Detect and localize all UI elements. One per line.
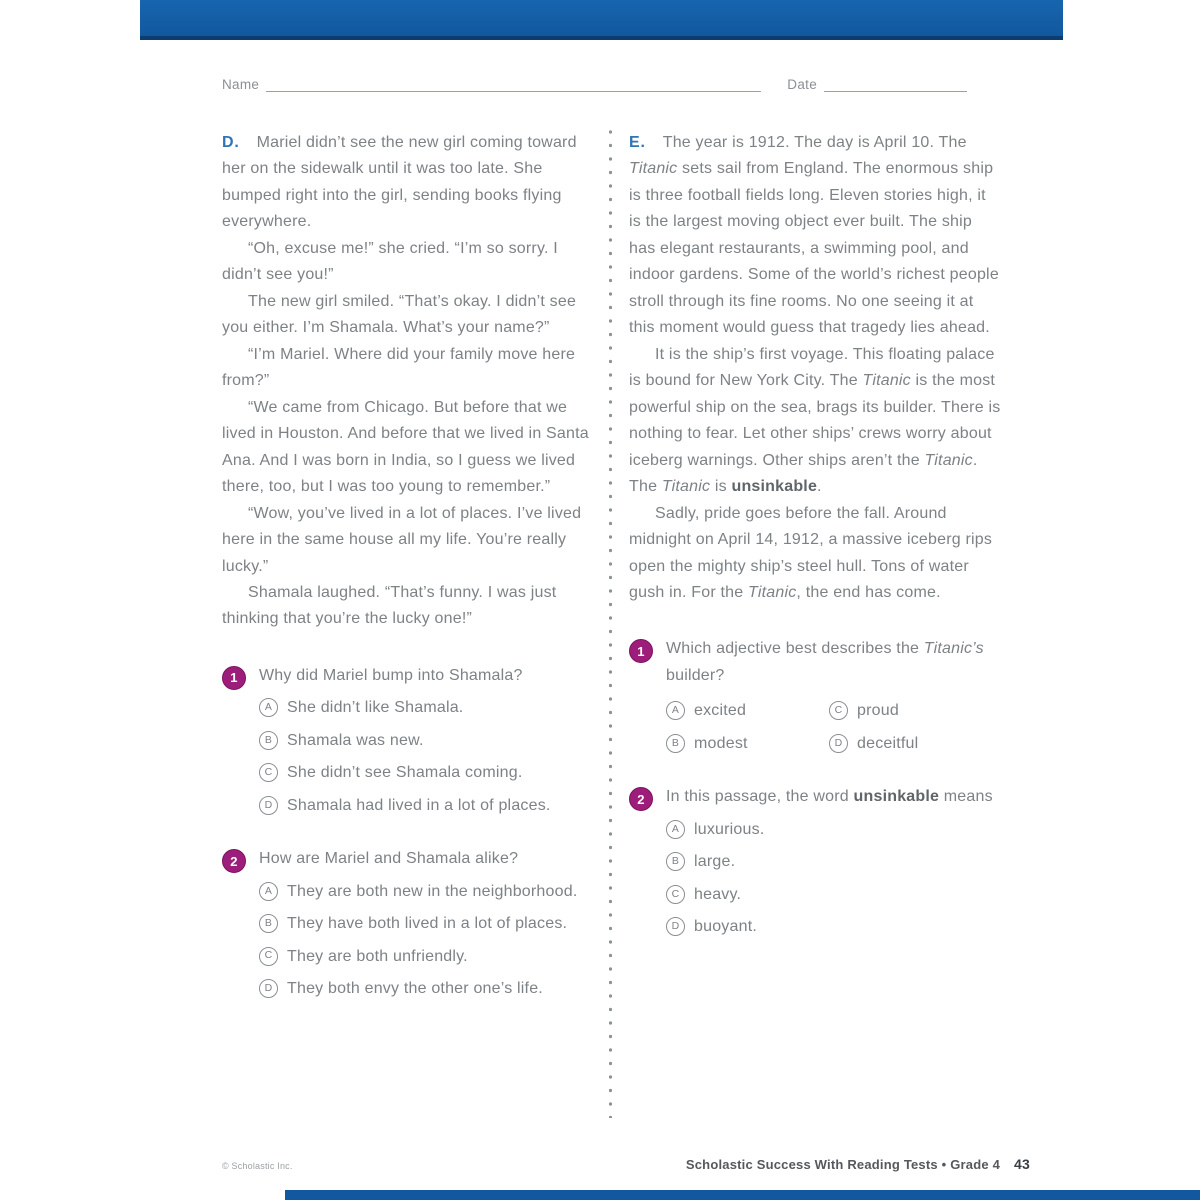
option-letter-circle: A: [666, 820, 685, 839]
column-right: [629, 130, 1001, 1118]
passage-paragraph: [222, 130, 594, 236]
passage-paragraph: [222, 395, 594, 501]
answer-option-c: [666, 882, 1001, 908]
italic-text: Titanic: [661, 478, 711, 496]
series-title: [686, 1156, 1030, 1172]
passage-paragraph: [222, 580, 594, 633]
option-letter-circle: C: [259, 947, 278, 966]
italic-text: Titanic: [748, 583, 797, 601]
question-prompt: [666, 636, 1001, 689]
text-run: “We came from Chicago. But before that we lived in Houston. And before that we lived in Santa Ana. And I was born in India, so I guess we lived there, too, but I was too young to remember.”: [222, 398, 589, 496]
question-prompt: [259, 846, 594, 872]
passage-paragraph: [222, 501, 594, 580]
text-run: It is the ship’s first voyage. This floating palace is bound for New York City. The: [629, 345, 995, 390]
question: [222, 663, 594, 819]
passage: [222, 130, 594, 633]
passage-paragraph: [629, 501, 1001, 607]
passage-letter: E.: [629, 134, 646, 151]
page-number: 43: [1014, 1156, 1030, 1172]
question: [629, 636, 1001, 757]
bottom-blue-bar: [285, 1190, 1200, 1200]
question-prompt: [259, 663, 594, 689]
option-text: Shamala was new.: [287, 731, 424, 749]
option-text: deceitful: [857, 734, 919, 752]
option-text: They are both unfriendly.: [287, 947, 468, 965]
text-run: In this passage, the word: [666, 788, 854, 806]
passage-paragraph: [222, 236, 594, 289]
option-text: large.: [694, 853, 736, 871]
text-run: , the end has come.: [796, 583, 941, 601]
question-number-badge: 2: [629, 787, 653, 811]
question-body: [666, 784, 1001, 940]
text-run: How are Mariel and Shamala alike?: [259, 850, 519, 868]
option-text: Shamala had lived in a lot of places.: [287, 796, 551, 814]
italic-text: Titanic: [862, 372, 911, 390]
text-run: “I’m Mariel. Where did your family move here from?”: [222, 345, 576, 390]
date-blank-line: [824, 74, 967, 92]
option-letter-circle: A: [259, 698, 278, 717]
option-letter-circle: A: [666, 701, 685, 720]
answer-option-d: [666, 914, 1001, 940]
dotted-column-divider: [609, 130, 612, 1118]
answer-option-c: [259, 944, 594, 970]
name-date-row: [222, 74, 967, 92]
text-run: is the most powerful ship on the sea, brags its builder. There is nothing to fear. Let other ships’ crews worry about iceberg warnings. Other ships aren’t the: [629, 372, 1001, 469]
option-letter-circle: D: [259, 979, 278, 998]
option-letter-circle: C: [829, 701, 848, 720]
question: [629, 784, 1001, 940]
answer-option-a: [259, 695, 594, 721]
bold-text: unsinkable: [853, 788, 940, 806]
question-number-badge: 1: [629, 639, 653, 663]
questions: [222, 663, 594, 1003]
text-run: The new girl smiled. “That’s okay. I didn’t see you either. I’m Shamala. What’s your name?”: [222, 292, 577, 337]
text-run: is: [710, 478, 732, 496]
top-blue-bar: [140, 0, 1063, 40]
answer-option-a: [666, 698, 829, 724]
answer-options: [259, 879, 594, 1003]
name-blank-line: [266, 74, 761, 92]
question: [222, 846, 594, 1002]
passage-paragraph: [222, 342, 594, 395]
answer-option-d: [259, 793, 594, 819]
option-text: excited: [694, 702, 747, 720]
copyright-notice: © Scholastic Inc.: [222, 1161, 293, 1171]
option-letter-circle: B: [259, 914, 278, 933]
answer-options: [259, 695, 594, 819]
text-run: builder?: [666, 666, 725, 684]
bold-text: unsinkable: [731, 478, 818, 496]
italic-text: Titanic: [629, 160, 678, 178]
page-footer: [222, 1156, 1030, 1172]
text-run: . The: [629, 451, 978, 496]
option-text: She didn’t see Shamala coming.: [287, 764, 523, 782]
question-prompt: [666, 784, 1001, 810]
two-column-content: [222, 130, 1001, 1118]
answer-option-d: [259, 976, 594, 1002]
date-label: Date: [787, 77, 817, 92]
italic-text: Titanic’s: [923, 640, 984, 658]
answer-option-b: [666, 731, 829, 757]
text-run: means: [939, 788, 993, 806]
question-number-badge: 1: [222, 666, 246, 690]
text-run: Sadly, pride goes before the fall. Around midnight on April 14, 1912, a massive iceberg rips open the mighty ship’s steel hull. Tons of water gush in. For the: [629, 504, 993, 601]
answer-option-a: [259, 879, 594, 905]
text-run: “Wow, you’ve lived in a lot of places. I’ve lived here in the same house all my life. You’re really lucky.”: [222, 504, 582, 575]
text-run: sets sail from England. The enormous ship is three football fields long. Eleven stories high, it is the largest moving object ever built. The ship has elegant restaurants, a swimming pool, and indoor gardens. Some of the world’s richest people stroll through its fine rooms. No one seeing it at this moment would guess that tragedy lies ahead.: [629, 160, 999, 337]
answer-option-b: [666, 849, 1001, 875]
text-run: Why did Mariel bump into Shamala?: [259, 666, 523, 684]
option-letter-circle: A: [259, 882, 278, 901]
option-text: proud: [857, 702, 899, 720]
option-text: She didn’t like Shamala.: [287, 699, 464, 717]
answer-options: [666, 692, 1001, 757]
option-letter-circle: D: [829, 734, 848, 753]
question-body: [666, 636, 1001, 757]
answer-option-a: [666, 817, 1001, 843]
name-label: Name: [222, 77, 260, 92]
option-text: buoyant.: [694, 918, 757, 936]
text-run: Which adjective best describes the: [666, 640, 924, 658]
answer-option-c: [829, 698, 1001, 724]
passage-paragraph: [629, 130, 1001, 342]
text-run: Mariel didn’t see the new girl coming toward her on the sidewalk until it was too late. She bumped right into the girl, sending books flying everywhere.: [222, 134, 577, 231]
series-title-text: Scholastic Success With Reading Tests • Grade 4: [685, 1157, 1001, 1172]
italic-text: Titanic: [924, 451, 973, 469]
option-text: They are both new in the neighborhood.: [287, 882, 578, 900]
question-body: [259, 663, 594, 819]
passage: [629, 130, 1001, 606]
questions: [629, 636, 1001, 940]
option-text: modest: [694, 734, 748, 752]
text-run: “Oh, excuse me!” she cried. “I’m so sorry. I didn’t see you!”: [222, 239, 558, 284]
text-run: Shamala laughed. “That’s funny. I was just thinking that you’re the lucky one!”: [222, 583, 557, 628]
answer-option-c: [259, 760, 594, 786]
question-number-badge: 2: [222, 849, 246, 873]
answer-option-d: [829, 731, 1001, 757]
answer-option-b: [259, 728, 594, 754]
question-body: [259, 846, 594, 1002]
option-letter-circle: D: [666, 917, 685, 936]
text-run: The year is 1912. The day is April 10. The: [662, 134, 967, 151]
passage-paragraph: [222, 289, 594, 342]
option-text: They have both lived in a lot of places.: [287, 915, 568, 933]
option-letter-circle: D: [259, 796, 278, 815]
option-text: luxurious.: [694, 820, 765, 838]
passage-letter: D.: [222, 134, 240, 151]
option-letter-circle: B: [666, 734, 685, 753]
option-text: They both envy the other one’s life.: [287, 980, 543, 998]
option-letter-circle: C: [259, 763, 278, 782]
passage-paragraph: [629, 342, 1001, 501]
text-run: .: [817, 478, 822, 496]
option-letter-circle: C: [666, 885, 685, 904]
option-letter-circle: B: [259, 731, 278, 750]
column-left: [222, 130, 594, 1118]
option-text: heavy.: [694, 885, 742, 903]
answer-options: [666, 817, 1001, 941]
option-letter-circle: B: [666, 852, 685, 871]
answer-option-b: [259, 911, 594, 937]
